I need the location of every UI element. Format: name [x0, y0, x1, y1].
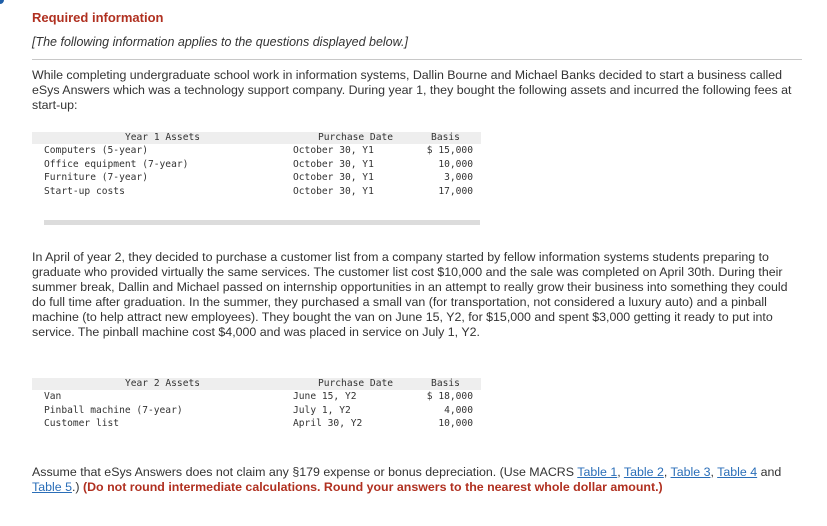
table-header-row [32, 132, 481, 144]
separator: , [710, 465, 718, 479]
asset-name: Customer list [44, 418, 120, 429]
year2-assets-table [32, 378, 481, 431]
asset-name: Pinball machine (7-year) [44, 404, 183, 416]
instructions-paragraph [32, 465, 802, 495]
column-header-basis: Basis [418, 378, 481, 390]
info-note: [The following information applies to the questions displayed below.] [32, 35, 408, 49]
basis-value: 17,000 [438, 185, 473, 197]
basis-value: 10,000 [438, 158, 473, 170]
table-row [32, 417, 481, 431]
purchase-date: June 15, Y2 [293, 391, 357, 402]
column-header-purchase-date: Purchase Date [293, 378, 418, 390]
table-row [32, 390, 481, 404]
purchase-date: October 30, Y1 [293, 172, 374, 183]
column-header-basis: Basis [418, 132, 481, 144]
asset-name: Computers (5-year) [44, 145, 148, 156]
question-panel [32, 10, 802, 494]
asset-name: Start-up costs [44, 185, 125, 197]
basis-value: 10,000 [438, 418, 473, 429]
basis-value: 3,000 [444, 172, 473, 183]
year1-assets-table-wrap [32, 132, 481, 198]
separator: , [617, 465, 624, 479]
purchase-date: October 30, Y1 [293, 158, 374, 170]
basis-value: $ 18,000 [426, 391, 473, 402]
purchase-date: July 1, Y2 [293, 404, 351, 416]
macrs-table-3-link[interactable]: Table 3 [670, 465, 711, 479]
horizontal-scrollbar[interactable] [44, 220, 480, 225]
separator: .) [71, 480, 83, 494]
purchase-date: April 30, Y2 [293, 418, 363, 429]
purchase-date: October 30, Y1 [293, 145, 374, 156]
year1-assets-table [32, 132, 481, 198]
window-edge-marker [0, 0, 4, 4]
macrs-table-4-link[interactable]: Table 4 [717, 465, 758, 479]
macrs-table-1-link[interactable]: Table 1 [577, 465, 618, 479]
macrs-table-2-link[interactable]: Table 2 [623, 465, 664, 479]
required-information-heading: Required information [32, 10, 164, 25]
asset-name: Office equipment (7-year) [44, 158, 189, 170]
rounding-instruction: (Do not round intermediate calculations. Round your answers to the nearest whole dollar amount.) [82, 480, 663, 494]
separator: , [663, 465, 671, 479]
purchase-date: October 30, Y1 [293, 185, 374, 197]
table-row [32, 171, 481, 185]
intro-paragraph: While completing undergraduate school work in information systems, Dallin Bourne and Michael Banks decided to start a business called eSys Answers which was a technology support company. During year 1, they bought the following assets and incurred the following fees at start-up: [32, 68, 792, 112]
asset-name: Van [44, 391, 62, 402]
table-header-row [32, 378, 481, 390]
basis-value: $ 15,000 [426, 145, 473, 156]
table-row [32, 404, 481, 418]
separator: and [757, 465, 782, 479]
table-row [32, 158, 481, 172]
table-row [32, 185, 481, 199]
macrs-table-5-link[interactable]: Table 5 [32, 480, 72, 494]
basis-value: 4,000 [444, 404, 473, 416]
column-header-purchase-date: Purchase Date [293, 132, 418, 144]
year2-paragraph: In April of year 2, they decided to purchase a customer list from a company started by fellow information systems students preparing to graduate who provided virtually the same services. The customer list cost $10,000 and the sale was completed on April 30th. During their summer break, Dallin and Michael passed on internship opportunities in an attempt to really grow their business into something they could do full time after graduation. In the summer, they purchased a small van (for transportation, not considered a luxury auto) and a pinball machine (to help attract new employees). They bought the van on June 15, Y2, for $15,000 and spent $3,000 getting it ready to put into service. The pinball machine cost $4,000 and was placed in service on July 1, Y2. [32, 250, 788, 339]
divider [32, 59, 802, 60]
instructions-prefix: Assume that eSys Answers does not claim any §179 expense or bonus depreciation. (Use MACRS [32, 465, 578, 479]
column-header-assets: Year 2 Assets [32, 378, 293, 390]
year2-assets-table-wrap [32, 378, 481, 431]
table-row [32, 144, 481, 158]
column-header-assets: Year 1 Assets [32, 132, 293, 144]
asset-name: Furniture (7-year) [44, 172, 148, 183]
